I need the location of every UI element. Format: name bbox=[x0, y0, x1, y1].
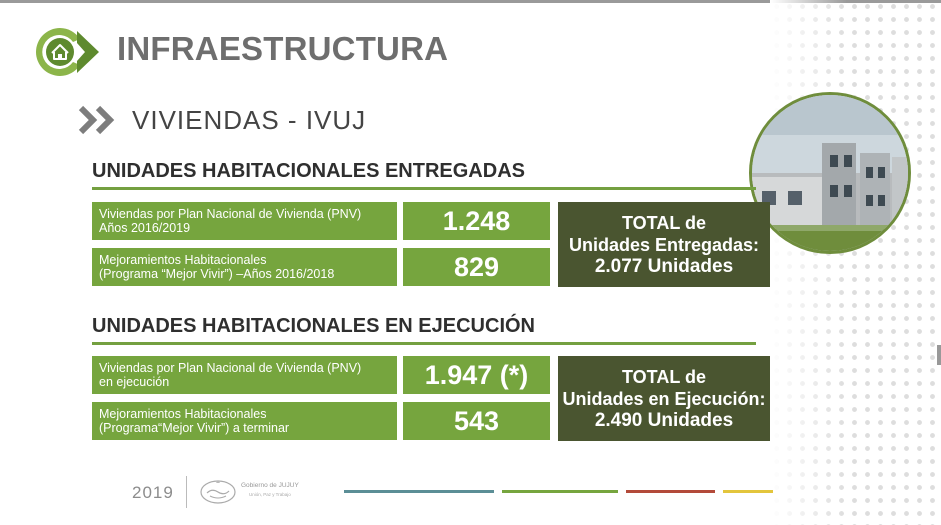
total-line: Unidades Entregadas: bbox=[568, 234, 760, 255]
label-line: Viviendas por Plan Nacional de Vivienda (PNV) bbox=[99, 361, 362, 375]
footer-separator bbox=[186, 476, 187, 508]
ejecucion-rule bbox=[92, 342, 756, 345]
ejecucion-row-1-label bbox=[92, 356, 397, 394]
entregadas-title: UNIDADES HABITACIONALES ENTREGADAS bbox=[92, 160, 525, 182]
housing-photo bbox=[749, 92, 911, 254]
label-line: (Programa “Mejor Vivir”) –Años 2016/2018 bbox=[99, 267, 335, 281]
ejecucion-title: UNIDADES HABITACIONALES EN EJECUCIÓN bbox=[92, 315, 535, 337]
total-value: 2.490 Unidades bbox=[594, 409, 734, 431]
entregadas-total-box bbox=[558, 202, 770, 287]
entregadas-row-1-label bbox=[92, 202, 397, 240]
label-line: en ejecución bbox=[99, 375, 170, 389]
total-line: TOTAL de bbox=[621, 366, 706, 387]
entregadas-row-2-value: 829 bbox=[403, 248, 550, 286]
section-subtitle: VIVIENDAS - IVUJ bbox=[132, 105, 367, 135]
total-line: Unidades en Ejecución: bbox=[562, 388, 766, 409]
total-value: 2.077 Unidades bbox=[594, 255, 734, 277]
label-line: Mejoramientos Habitacionales bbox=[99, 407, 267, 421]
label-line: Mejoramientos Habitacionales bbox=[99, 253, 267, 267]
label-line: (Programa“Mejor Vivir”) a terminar bbox=[99, 421, 290, 435]
house-cycle-icon bbox=[33, 25, 101, 79]
entregadas-row-1-value: 1.248 bbox=[403, 202, 550, 240]
label-line: Años 2016/2019 bbox=[99, 221, 191, 235]
page-title: INFRAESTRUCTURA bbox=[117, 30, 449, 67]
government-name: Gobierno de JUJUY bbox=[241, 482, 299, 489]
ejecucion-row-2-label bbox=[92, 402, 397, 440]
housing-illustration bbox=[752, 95, 911, 254]
entregadas-row-2-label bbox=[92, 248, 397, 286]
footer-line-teal bbox=[344, 490, 494, 493]
ejecucion-row-2-value: 543 bbox=[403, 402, 550, 440]
footer-line-red bbox=[626, 490, 715, 493]
footer-line-green bbox=[502, 490, 618, 493]
edge-marker bbox=[937, 345, 941, 365]
footer-year: 2019 bbox=[132, 483, 174, 502]
double-chevron-icon bbox=[78, 104, 118, 136]
dot-pattern-fade bbox=[770, 0, 941, 525]
ejecucion-total-box bbox=[558, 356, 770, 441]
footer-line-yellow bbox=[723, 490, 773, 493]
ejecucion-row-1-value: 1.947 (*) bbox=[403, 356, 550, 394]
total-line: TOTAL de bbox=[621, 212, 706, 233]
label-line: Viviendas por Plan Nacional de Vivienda (PNV) bbox=[99, 207, 362, 221]
government-motto: Unión, Paz y Trabajo bbox=[249, 492, 291, 497]
entregadas-rule bbox=[92, 187, 756, 190]
